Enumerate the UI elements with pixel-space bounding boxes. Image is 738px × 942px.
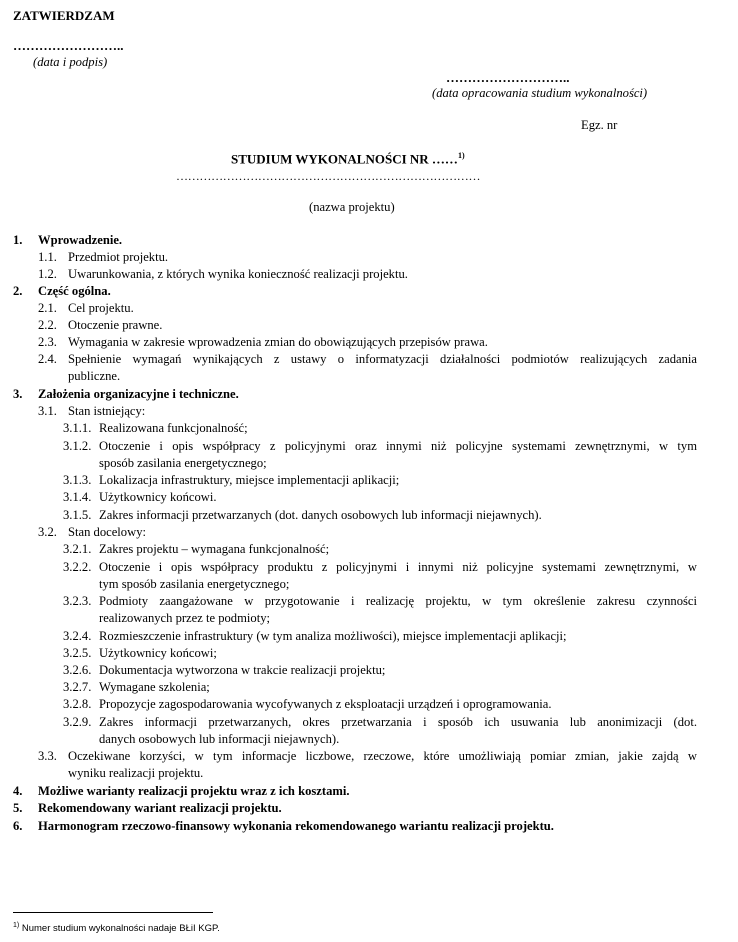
item-text: Dokumentacja wytworzona w trakcie realizacji projektu; [99, 663, 386, 677]
section-3-2-2-cont [0, 576, 738, 593]
section-2-2 [0, 317, 738, 334]
section-2-4 [0, 351, 738, 368]
item-text-continuation: wyniku realizacji projektu. [68, 766, 204, 780]
section-3-2-4 [0, 628, 738, 645]
item-text: Zakres projektu – wymagana funkcjonalność; [99, 542, 330, 556]
footnote-mark: 1) [13, 922, 20, 929]
item-text: Wymagania w zakresie wprowadzenia zmian do obowiązujących przepisów prawa. [68, 335, 488, 349]
section-number: 5. [13, 801, 23, 815]
copy-number-label: Egz. nr [581, 118, 618, 132]
section-number: 3. [13, 387, 23, 401]
item-text: Użytkownicy końcowi. [99, 490, 217, 504]
item-text: Rozmieszczenie infrastruktury (w tym analiza możliwości), miejsce implementacji aplikacji; [99, 629, 567, 643]
item-number: 1.2. [38, 267, 57, 281]
section-3-2-9-cont [0, 731, 738, 748]
section-number: 1. [13, 233, 23, 247]
section-heading: Wprowadzenie. [38, 233, 123, 247]
section-3-2-3-cont [0, 610, 738, 627]
item-text: Stan istniejący: [68, 404, 146, 418]
approval-label: ZATWIERDZAM [13, 8, 115, 23]
section-3-2-7 [0, 679, 738, 696]
item-text: Realizowana funkcjonalność; [99, 421, 248, 435]
item-number: 3.2.5. [63, 646, 92, 660]
section-3-2 [0, 524, 738, 541]
document-title-text: STUDIUM WYKONALNOŚCI NR …… [231, 151, 458, 167]
section-3-2-6 [0, 662, 738, 679]
section-number: 4. [13, 784, 23, 798]
document-title [231, 151, 465, 167]
item-text: Zakres informacji przetwarzanych (dot. danych osobowych lub informacji niejawnych). [99, 508, 542, 522]
section-1-1 [0, 249, 738, 266]
item-text: Uwarunkowania, z których wynika konieczność realizacji projektu. [68, 267, 408, 281]
item-number: 3.2.1. [63, 542, 92, 556]
footnote-separator [13, 912, 213, 913]
section-3-1-5 [0, 507, 738, 524]
approval-signature-caption: (data i podpis) [33, 55, 108, 69]
item-text-continuation: publiczne. [68, 369, 121, 383]
item-number: 3.2.3. [63, 594, 92, 608]
footnote [13, 922, 220, 934]
item-text: Otoczenie i opis współpracy z policyjnymi oraz innymi niż policyjne systemami zewnętrznymi, w tym [99, 439, 697, 453]
item-text: Przedmiot projektu. [68, 250, 169, 264]
date-dots: ……………………….. [446, 70, 570, 85]
section-3 [0, 386, 738, 403]
item-text: Zakres informacji przetwarzanych, okres przetwarzania i sposób ich usuwania lub anonimizacji (dot. [99, 715, 697, 729]
section-2 [0, 283, 738, 300]
item-number: 3.2.9. [63, 715, 92, 729]
item-number: 3.3. [38, 749, 57, 763]
item-text: Użytkownicy końcowi; [99, 646, 217, 660]
section-3-1 [0, 403, 738, 420]
item-number: 3.1.4. [63, 490, 92, 504]
section-3-2-9 [0, 714, 738, 731]
section-3-1-1 [0, 420, 738, 437]
section-heading: Harmonogram rzeczowo-finansowy wykonania rekomendowanego wariantu realizacji projektu. [38, 819, 554, 833]
item-number: 3.2.2. [63, 560, 92, 574]
item-text-continuation: danych osobowych lub informacji niejawnych). [99, 732, 340, 746]
item-text-continuation: sposób zasilania energetycznego; [99, 456, 267, 470]
section-number: 2. [13, 284, 23, 298]
project-name-dotted-line: …………………………………………………………………… [176, 169, 481, 183]
section-3-2-3 [0, 593, 738, 610]
footnote-text: Numer studium wykonalności nadaje BŁiI KGP. [21, 923, 220, 935]
section-5 [0, 800, 738, 817]
item-text: Propozycje zagospodarowania wycofywanych z eksploatacji urządzeń i oprogramowania. [99, 697, 552, 711]
date-caption: (data opracowania studium wykonalności) [432, 86, 648, 100]
item-number: 3.1.1. [63, 421, 92, 435]
item-text: Spełnienie wymagań wynikających z ustawy o informatyzacji działalności podmiotów realizujących zadania [68, 352, 697, 366]
item-text-continuation: tym sposób zasilania energetycznego; [99, 577, 290, 591]
section-heading: Założenia organizacyjne i techniczne. [38, 387, 239, 401]
section-3-2-2 [0, 559, 738, 576]
item-text-continuation: realizowanych przez te podmioty; [99, 611, 270, 625]
item-number: 2.3. [38, 335, 57, 349]
section-1 [0, 232, 738, 249]
section-3-2-1 [0, 541, 738, 558]
item-number: 3.2.8. [63, 697, 92, 711]
section-1-2 [0, 266, 738, 283]
section-heading: Rekomendowany wariant realizacji projektu. [38, 801, 282, 815]
item-number: 3.1.3. [63, 473, 92, 487]
section-3-3 [0, 748, 738, 765]
section-3-1-2-cont [0, 455, 738, 472]
section-4 [0, 783, 738, 800]
section-3-3-cont [0, 765, 738, 782]
section-3-1-3 [0, 472, 738, 489]
section-3-1-4 [0, 489, 738, 506]
item-number: 3.1. [38, 404, 57, 418]
section-3-2-8 [0, 696, 738, 713]
item-text: Wymagane szkolenia; [99, 680, 210, 694]
item-number: 1.1. [38, 250, 57, 264]
item-number: 3.1.5. [63, 508, 92, 522]
item-number: 3.2.4. [63, 629, 92, 643]
item-text: Podmioty zaangażowane w przygotowanie i realizację projektu, w tym określenie zakresu czynności [99, 594, 697, 608]
item-number: 3.2. [38, 525, 57, 539]
section-heading: Część ogólna. [38, 284, 111, 298]
section-2-3 [0, 334, 738, 351]
item-text: Stan docelowy: [68, 525, 146, 539]
section-3-2-5 [0, 645, 738, 662]
title-footnote-mark: 1) [457, 151, 465, 160]
project-name-caption: (nazwa projektu) [309, 200, 395, 214]
item-number: 2.2. [38, 318, 57, 332]
section-6 [0, 818, 738, 835]
item-number: 2.4. [38, 352, 57, 366]
item-text: Oczekiwane korzyści, w tym informacje liczbowe, rzeczowe, które umożliwiają pomiar zmian, jakie zajdą w [68, 749, 697, 763]
section-3-1-2 [0, 438, 738, 455]
item-text: Lokalizacja infrastruktury, miejsce implementacji aplikacji; [99, 473, 400, 487]
section-2-4-cont [0, 368, 738, 385]
item-text: Otoczenie prawne. [68, 318, 163, 332]
item-number: 2.1. [38, 301, 57, 315]
item-number: 3.1.2. [63, 439, 92, 453]
section-2-1 [0, 300, 738, 317]
item-number: 3.2.6. [63, 663, 92, 677]
section-heading: Możliwe warianty realizacji projektu wraz z ich kosztami. [38, 784, 350, 798]
approval-signature-dots: …………………….. [13, 38, 124, 53]
item-text: Cel projektu. [68, 301, 134, 315]
item-text: Otoczenie i opis współpracy produktu z policyjnymi i innymi niż policyjne systemami zewnętrznymi, w [99, 560, 697, 574]
section-number: 6. [13, 819, 23, 833]
item-number: 3.2.7. [63, 680, 92, 694]
